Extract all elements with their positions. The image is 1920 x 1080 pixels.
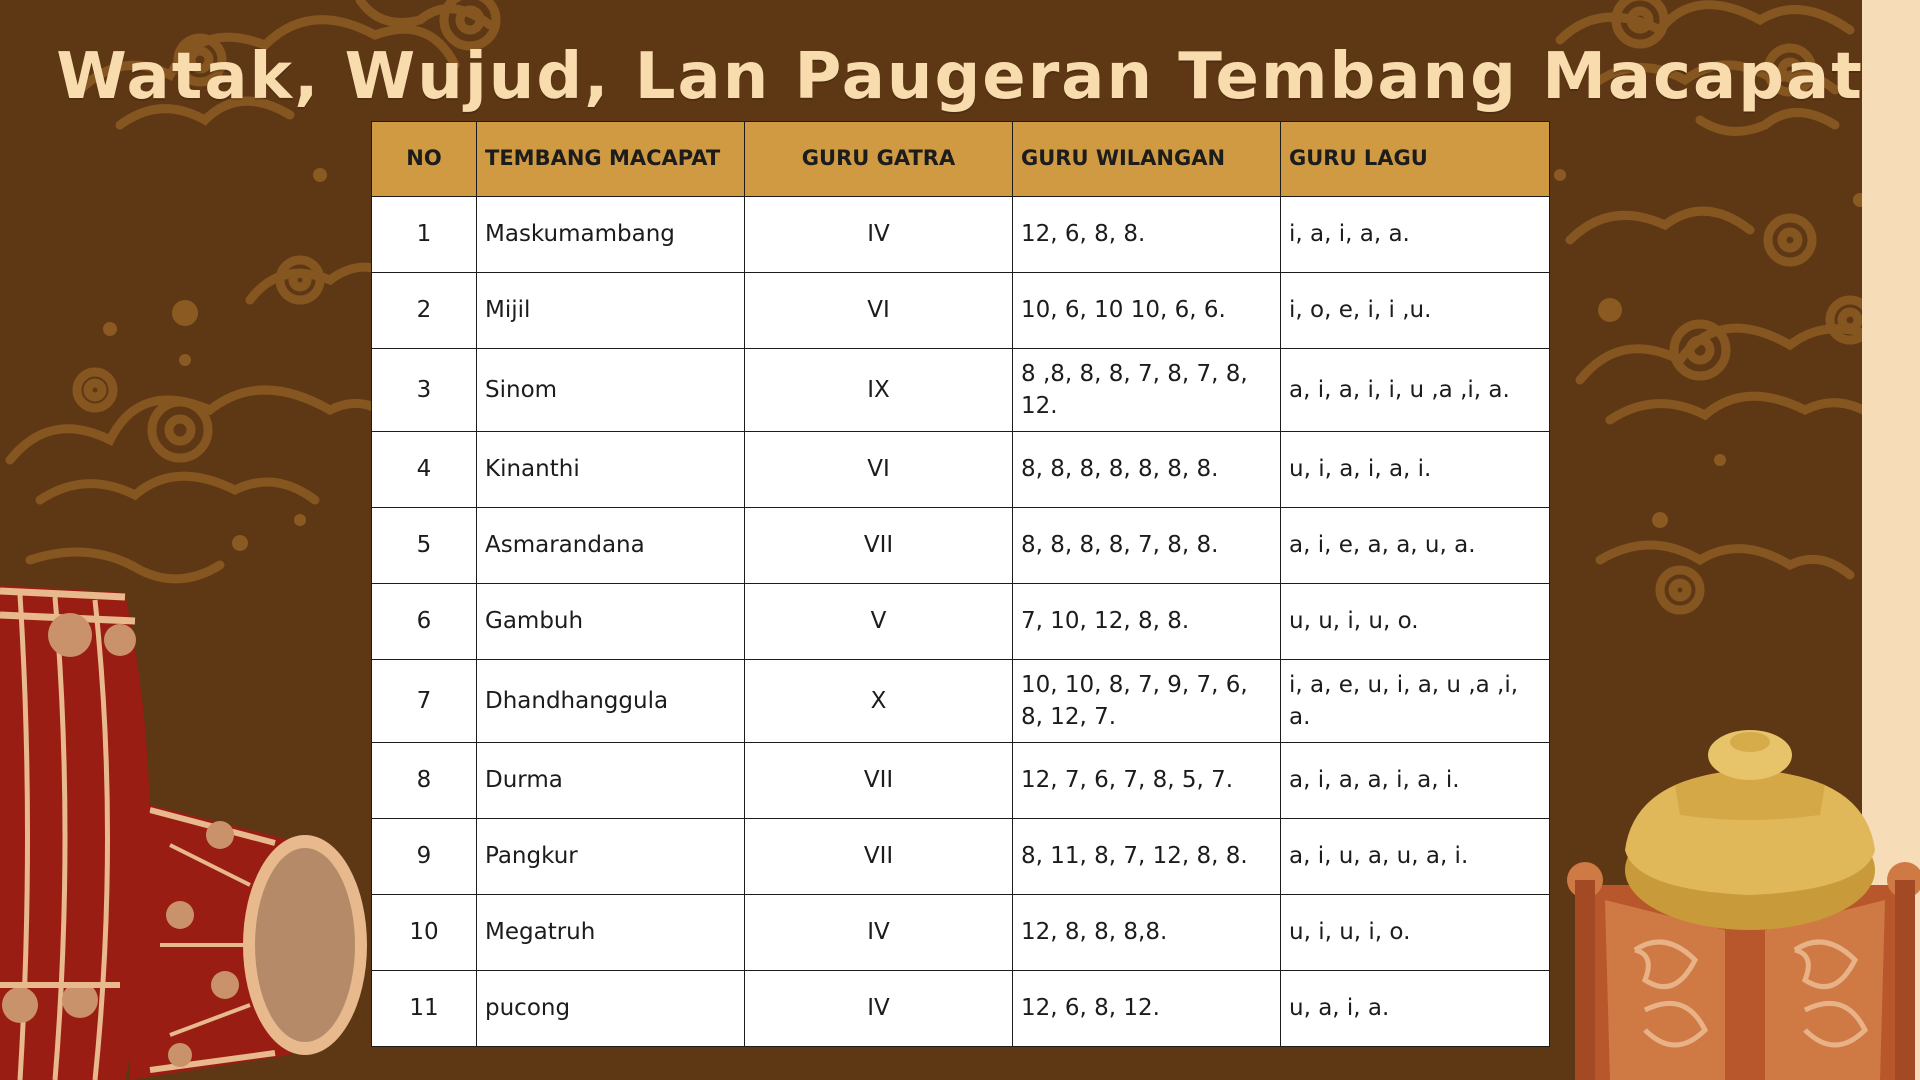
header-guru-wilangan: GURU WILANGAN (1013, 122, 1281, 197)
cell-no: 9 (372, 819, 477, 895)
cell-guru-wilangan: 12, 7, 6, 7, 8, 5, 7. (1013, 743, 1281, 819)
cell-guru-lagu: u, u, i, u, o. (1281, 584, 1550, 660)
macapat-table (371, 121, 1550, 1047)
cell-guru-wilangan: 12, 6, 8, 8. (1013, 197, 1281, 273)
cell-tembang: Gambuh (477, 584, 745, 660)
cell-guru-wilangan: 8, 8, 8, 8, 8, 8, 8. (1013, 432, 1281, 508)
gong-icon (1565, 730, 1920, 1080)
cell-guru-gatra: IV (745, 971, 1013, 1047)
header-tembang-macapat: TEMBANG MACAPAT (477, 122, 745, 197)
cell-guru-wilangan: 7, 10, 12, 8, 8. (1013, 584, 1281, 660)
cell-tembang: Sinom (477, 349, 745, 432)
cell-guru-wilangan: 10, 10, 8, 7, 9, 7, 6, 8, 12, 7. (1013, 660, 1281, 743)
page-title: Watak, Wujud, Lan Paugeran Tembang Macapat (56, 40, 1864, 114)
cell-tembang: Pangkur (477, 819, 745, 895)
cell-no: 7 (372, 660, 477, 743)
cell-no: 2 (372, 273, 477, 349)
header-guru-gatra: GURU GATRA (745, 122, 1013, 197)
cell-no: 10 (372, 895, 477, 971)
cell-guru-lagu: u, a, i, a. (1281, 971, 1550, 1047)
cell-guru-lagu: u, i, a, i, a, i. (1281, 432, 1550, 508)
cell-tembang: Maskumambang (477, 197, 745, 273)
cell-guru-gatra: X (745, 660, 1013, 743)
cell-guru-gatra: V (745, 584, 1013, 660)
cell-guru-wilangan: 8 ,8, 8, 8, 7, 8, 7, 8, 12. (1013, 349, 1281, 432)
cell-tembang: Asmarandana (477, 508, 745, 584)
cell-guru-gatra: IV (745, 895, 1013, 971)
cell-guru-lagu: i, o, e, i, i ,u. (1281, 273, 1550, 349)
cell-guru-lagu: i, a, e, u, i, a, u ,a ,i, a. (1281, 660, 1550, 743)
cell-guru-lagu: u, i, u, i, o. (1281, 895, 1550, 971)
table-row (372, 508, 1550, 584)
macapat-table-container (371, 121, 1549, 1046)
cell-tembang: Mijil (477, 273, 745, 349)
table-row (372, 971, 1550, 1047)
cell-guru-gatra: VI (745, 432, 1013, 508)
cell-guru-gatra: IX (745, 349, 1013, 432)
cell-guru-wilangan: 12, 8, 8, 8,8. (1013, 895, 1281, 971)
table-row (372, 819, 1550, 895)
cell-guru-lagu: a, i, e, a, a, u, a. (1281, 508, 1550, 584)
cell-no: 6 (372, 584, 477, 660)
cell-guru-gatra: VII (745, 743, 1013, 819)
table-row (372, 273, 1550, 349)
cell-guru-wilangan: 8, 11, 8, 7, 12, 8, 8. (1013, 819, 1281, 895)
header-no: NO (372, 122, 477, 197)
table-row (372, 660, 1550, 743)
table-row (372, 743, 1550, 819)
cell-guru-wilangan: 12, 6, 8, 12. (1013, 971, 1281, 1047)
cell-no: 5 (372, 508, 477, 584)
cell-guru-lagu: a, i, u, a, u, a, i. (1281, 819, 1550, 895)
cell-guru-gatra: IV (745, 197, 1013, 273)
cell-no: 3 (372, 349, 477, 432)
cell-no: 11 (372, 971, 477, 1047)
cell-tembang: Dhandhanggula (477, 660, 745, 743)
cell-no: 1 (372, 197, 477, 273)
table-row (372, 349, 1550, 432)
cell-guru-gatra: VII (745, 508, 1013, 584)
table-row (372, 432, 1550, 508)
cell-guru-wilangan: 10, 6, 10 10, 6, 6. (1013, 273, 1281, 349)
cell-tembang: Megatruh (477, 895, 745, 971)
cell-tembang: pucong (477, 971, 745, 1047)
header-guru-lagu: GURU LAGU (1281, 122, 1550, 197)
cell-tembang: Durma (477, 743, 745, 819)
cell-guru-lagu: i, a, i, a, a. (1281, 197, 1550, 273)
cell-guru-wilangan: 8, 8, 8, 8, 7, 8, 8. (1013, 508, 1281, 584)
cell-guru-gatra: VI (745, 273, 1013, 349)
cell-no: 8 (372, 743, 477, 819)
table-row (372, 197, 1550, 273)
table-header-row (372, 122, 1550, 197)
cell-guru-lagu: a, i, a, i, i, u ,a ,i, a. (1281, 349, 1550, 432)
cell-guru-gatra: VII (745, 819, 1013, 895)
table-row (372, 895, 1550, 971)
cell-no: 4 (372, 432, 477, 508)
kendang-drum-icon (0, 585, 380, 1080)
table-row (372, 584, 1550, 660)
cell-tembang: Kinanthi (477, 432, 745, 508)
cell-guru-lagu: a, i, a, a, i, a, i. (1281, 743, 1550, 819)
